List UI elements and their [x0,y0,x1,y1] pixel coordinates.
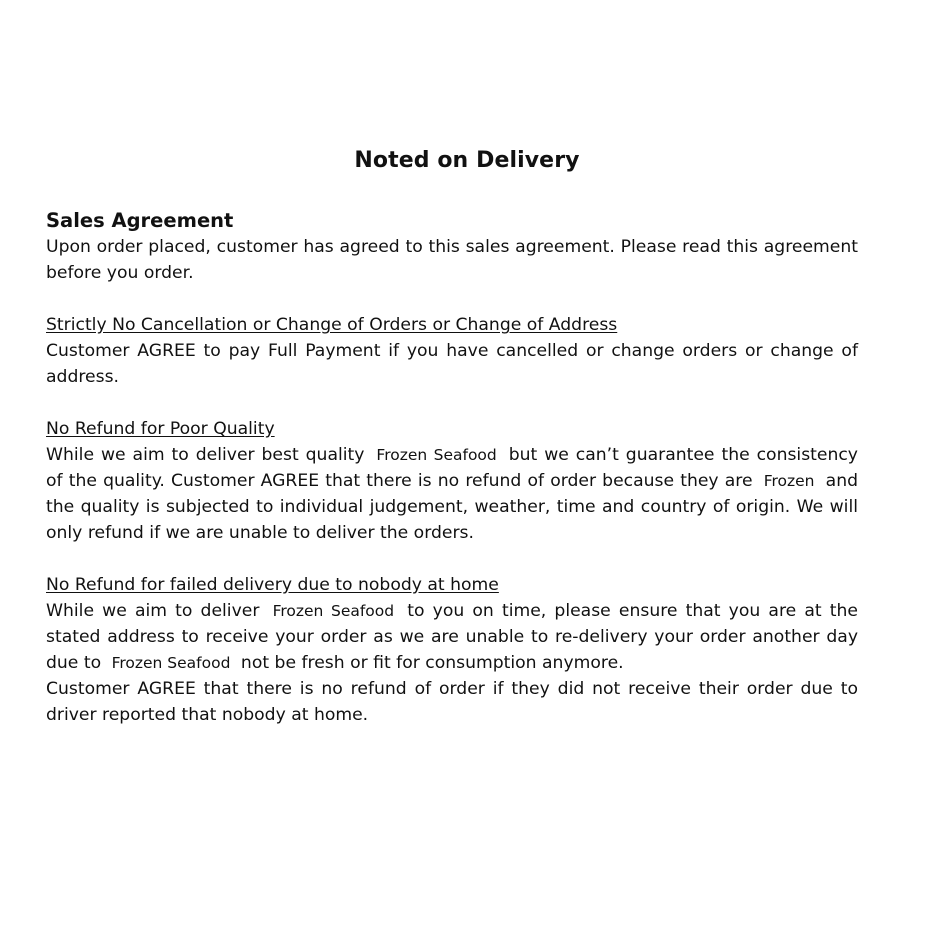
body-text: and the quality is subjected to individual judgement, weather, time and country of origin. We will only refund if we are unable to deliver the orders. [46,471,858,543]
section-no-refund-quality [46,416,858,546]
section-body-no-cancellation: Customer AGREE to pay Full Payment if you have cancelled or change orders or change of address. [46,341,858,387]
body-text: to you on time, please ensure that you are at the stated address to receive your order as we are unable to re-delivery your order another day due to [46,601,858,673]
body-text: but we can’t guarantee the consistency of the quality. Customer AGREE that there is no refund of order because they are [46,445,858,491]
section-no-refund-delivery [46,572,858,728]
body-text: While we aim to deliver best quality [46,445,365,465]
product-name: Frozen Seafood [111,654,231,672]
product-name: Frozen Seafood [272,602,395,620]
sales-agreement-heading: Sales Agreement [46,209,234,232]
section-title-no-refund-quality: No Refund for Poor Quality [46,419,275,439]
section-title-no-cancellation: Strictly No Cancellation or Change of Orders or Change of Address [46,315,618,335]
frozen-label: Frozen [763,472,815,490]
page-title: Noted on Delivery [354,148,580,173]
agreement-content [46,208,858,728]
sales-agreement-intro: Upon order placed, customer has agreed to this sales agreement. Please read this agreement before you order. [46,237,858,283]
section-body-no-refund-delivery [46,598,858,676]
body-text: While we aim to deliver [46,601,260,621]
product-name: Frozen Seafood [376,446,497,464]
section-title-no-refund-delivery: No Refund for failed delivery due to nobody at home [46,575,499,595]
section-body-no-refund-quality [46,442,858,546]
section-no-cancellation [46,312,858,390]
body-text: not be fresh or fit for consumption anymore. [240,653,624,673]
section-body-no-refund-delivery-2: Customer AGREE that there is no refund of order if they did not receive their order due to driver reported that nobody at home. [46,679,858,725]
